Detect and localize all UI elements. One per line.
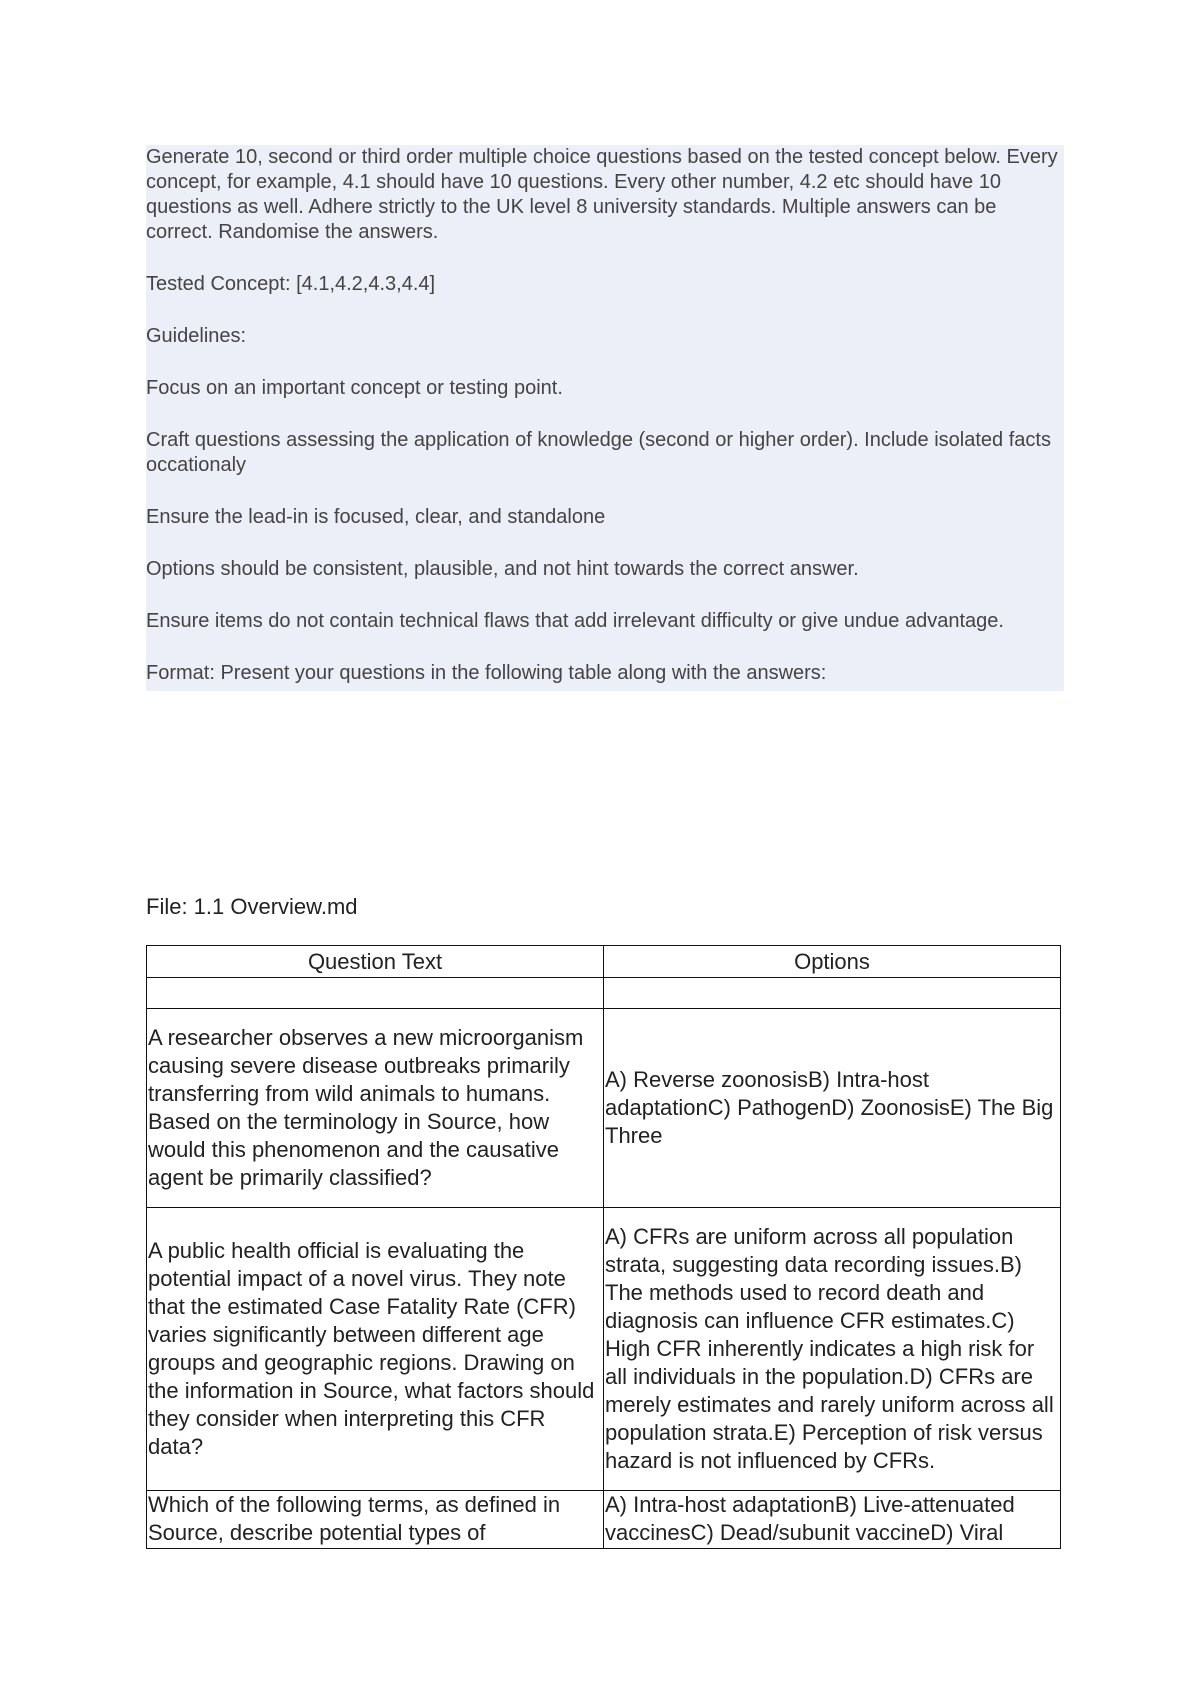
table-row <box>147 1009 1061 1208</box>
file-label: File: 1.1 Overview.md <box>146 894 358 919</box>
guideline-lead-in: Ensure the lead-in is focused, clear, and standalone <box>146 506 606 528</box>
prompt-intro: Generate 10, second or third order multiple choice questions based on the tested concept below. Every concept, for example, 4.1 should have 10 questions. Every other number, 4.2 etc should have 10 questions as well. Adhere strictly to the UK level 8 university standards. Multiple answers can be correct. Randomise the answers. <box>146 146 1058 243</box>
guidelines-heading: Guidelines: <box>146 325 247 347</box>
question-cell: Which of the following terms, as defined in Source, describe potential types of <box>147 1491 604 1549</box>
header-question-text: Question Text <box>147 946 604 978</box>
header-options: Options <box>604 946 1061 978</box>
table-row <box>147 1208 1061 1491</box>
guideline-flaws: Ensure items do not contain technical flaws that add irrelevant difficulty or give undue advantage. <box>146 610 1004 632</box>
question-cell: A public health official is evaluating the potential impact of a novel virus. They note that the estimated Case Fatality Rate (CFR) varies significantly between different age groups and geographic regions. Drawing on the information in Source, what factors should they consider when interpreting this CFR data? <box>147 1208 604 1491</box>
empty-cell <box>147 978 604 1009</box>
tested-concept: Tested Concept: [4.1,4.2,4.3,4.4] <box>146 273 436 295</box>
options-cell: A) Reverse zoonosisB) Intra-host adaptationC) PathogenD) ZoonosisE) The Big Three <box>604 1009 1061 1208</box>
options-cell: A) Intra-host adaptationB) Live-attenuated vaccinesC) Dead/subunit vaccineD) Viral <box>604 1491 1061 1549</box>
question-cell: A researcher observes a new microorganism causing severe disease outbreaks primarily transferring from wild animals to humans. Based on the terminology in Source, how would this phenomenon and the causative agent be primarily classified? <box>147 1009 604 1208</box>
table-row <box>147 1491 1061 1549</box>
guideline-focus: Focus on an important concept or testing point. <box>146 377 563 399</box>
guideline-options: Options should be consistent, plausible, and not hint towards the correct answer. <box>146 558 859 580</box>
guideline-application: Craft questions assessing the application of knowledge (second or higher order). Include isolated facts occationaly <box>146 429 1051 476</box>
table-row-empty <box>147 978 1061 1009</box>
format-instruction: Format: Present your questions in the following table along with the answers: <box>146 662 827 684</box>
empty-cell <box>604 978 1061 1009</box>
questions-table <box>146 945 1061 1549</box>
options-cell: A) CFRs are uniform across all population strata, suggesting data recording issues.B) The methods used to record death and diagnosis can influence CFR estimates.C) High CFR inherently indicates a high risk for all individuals in the population.D) CFRs are merely estimates and rarely uniform across all population strata.E) Perception of risk versus hazard is not influenced by CFRs. <box>604 1208 1061 1491</box>
table-header-row <box>147 946 1061 978</box>
